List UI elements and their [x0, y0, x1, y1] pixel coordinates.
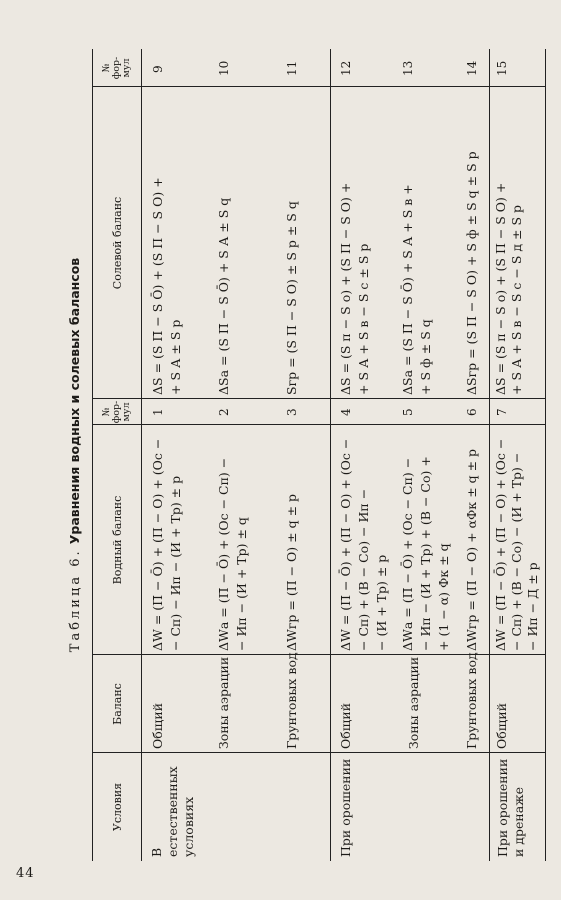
water-formula-line: ΔW = (П̄ − О̄) + (П − О) + (Ос − [493, 438, 508, 651]
balance-table [92, 49, 546, 861]
salt-formula-12 [337, 89, 373, 395]
header-formula-no-b: фор- [111, 56, 122, 80]
condition-natural: В естественных условиях [149, 766, 196, 857]
group-separator [489, 49, 490, 861]
formula-number: 9 [151, 65, 165, 73]
water-formula-1 [149, 427, 185, 651]
salt-formula-10: ΔSа = (S П̄ − S О̄) + S А ± S q [216, 197, 231, 395]
water-formula-line: ΔWа = (П̄ − О̄) + (Ос − Сп) − [400, 457, 415, 651]
salt-formula-14: ΔSгр = (S П − S О) + S ф ± S q ± S р [464, 151, 479, 395]
water-formula-7 [493, 427, 541, 651]
header-formula-no-water [93, 399, 141, 425]
salt-formula-13 [399, 89, 435, 395]
water-formula-line: − Сп) + (В − Со) − (И + Тр) − [509, 452, 524, 651]
header-balance: Баланс [110, 683, 124, 725]
water-formula-2 [215, 427, 251, 651]
water-formula-line: ΔW = (П̄ − О̄) + (П − О) + (Ос − [338, 438, 353, 651]
formula-number: 15 [495, 60, 509, 76]
salt-formula-11: Sгр = (S П − S О) ± S р ± S q [284, 201, 299, 395]
balance-label: Зоны аэрации [216, 656, 231, 749]
salt-formula-line: + S А ± S р [168, 319, 183, 395]
header-formula-no-a: № [101, 407, 112, 417]
salt-formula-line: ΔS = (S п − S о) + (S П − S О) + [493, 182, 508, 395]
water-formula-4 [337, 427, 391, 651]
table-caption-title: Уравнения водных и солевых балансов [67, 257, 82, 545]
column-divider [93, 424, 545, 425]
header-formula-no-a: № [101, 63, 112, 73]
group-separator [330, 49, 331, 861]
formula-number: 5 [401, 408, 415, 416]
header-salt-balance: Солевой баланс [110, 196, 124, 290]
header-formula-no-b: фор- [111, 400, 122, 424]
formula-number: 11 [285, 60, 299, 76]
header-water-balance: Водный баланс [110, 495, 124, 585]
table-header [93, 49, 142, 861]
header-formula-no-c: мул [121, 58, 132, 78]
salt-formula-15 [493, 89, 525, 395]
balance-label: Зоны аэрации [406, 656, 421, 749]
salt-formula-line: ΔS = (S п − S о) + (S П − S О) + [338, 182, 353, 395]
column-divider [93, 86, 545, 87]
header-formula-no-salt [93, 49, 141, 87]
formula-number: 12 [339, 60, 353, 76]
balance-label: Общий [150, 702, 165, 749]
formula-number: 2 [217, 408, 231, 416]
rotated-table-block [60, 49, 546, 861]
water-formula-5 [399, 427, 453, 651]
formula-number: 14 [465, 60, 479, 76]
balance-label: Грунтовых вод [464, 652, 479, 749]
salt-formula-line: + S А + S в − S с − S д ± S р [509, 204, 524, 395]
header-condition: Условия [110, 782, 124, 832]
water-formula-line: − Ип − (И + Тр) ± q [234, 517, 249, 651]
water-formula-line: − Ип − Д ± p [525, 562, 540, 651]
formula-number: 3 [285, 408, 299, 416]
formula-number: 10 [217, 60, 231, 76]
water-formula-line: + (1 − α) Фк ± q [436, 543, 451, 651]
formula-number: 4 [339, 408, 353, 416]
column-divider [93, 752, 545, 753]
table-caption [60, 49, 90, 861]
water-formula-line: − Ип − (И + Тр) + (В − Со) + [418, 456, 433, 651]
column-divider [93, 398, 545, 399]
balance-label: Грунтовых вод [284, 652, 299, 749]
table-caption-label: Таблица 6. [68, 548, 83, 653]
formula-number: 1 [151, 408, 165, 416]
condition-irrigation: При орошении [338, 758, 353, 857]
header-formula-no-c: мул [121, 402, 132, 422]
water-formula-line: − (И + Тр) ± p [374, 554, 389, 651]
page-number: 44 [16, 866, 35, 881]
salt-formula-line: + S ф ± S q [418, 319, 433, 395]
water-formula-line: ΔW = (П̄ − О̄) + (П − О) + (Ос − [150, 438, 165, 651]
balance-label: Общий [338, 702, 353, 749]
water-formula-line: − Сп) + (В − Со) − Ип − [356, 488, 371, 651]
water-formula-line: ΔWа = (П̄ − О̄) + (Ос − Сп) − [216, 457, 231, 651]
salt-formula-line: ΔS = (S П̄ − S О̄) + (S П − S О) + [150, 177, 165, 395]
water-formula-6: ΔWгр = (П − О) + αФк ± q ± p [464, 448, 479, 651]
condition-irrigation-drainage: При орошении и дренаже [495, 758, 526, 857]
water-formula-3: ΔWгр = (П − О) ± q ± p [284, 493, 299, 651]
formula-number: 6 [465, 408, 479, 416]
balance-label: Общий [494, 702, 509, 749]
formula-number: 7 [495, 408, 509, 416]
formula-number: 13 [401, 60, 415, 76]
water-formula-line: − Сп) − Ип − (И + Тр) ± p [168, 475, 183, 651]
salt-formula-line: ΔSа = (S П̄ − S О̄) + S А + S в + [400, 184, 415, 395]
salt-formula-line: + S А + S в − S с ± S р [356, 243, 371, 395]
salt-formula-9 [149, 89, 185, 395]
